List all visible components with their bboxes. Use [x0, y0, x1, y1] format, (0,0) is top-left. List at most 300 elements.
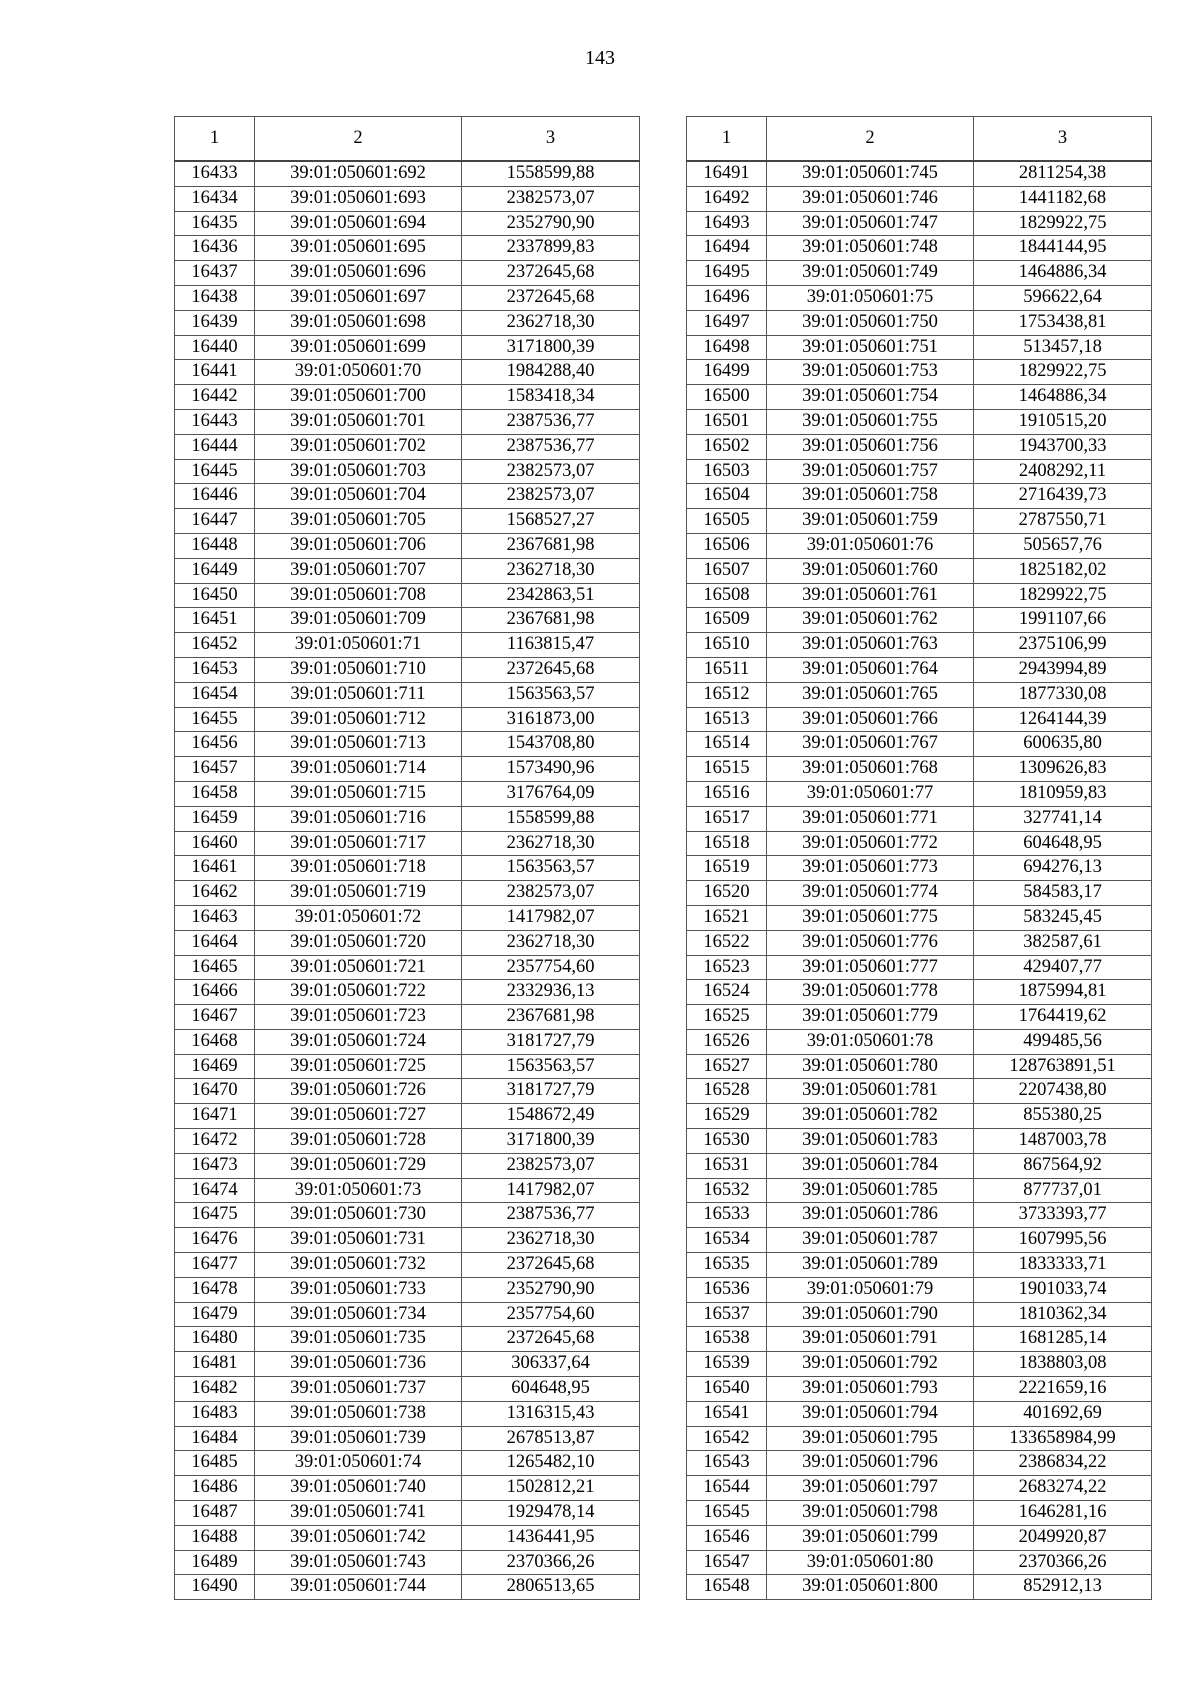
value-cell: 604648,95 [462, 1377, 640, 1402]
column-header-2: 2 [255, 117, 462, 162]
cadastral-number-cell: 39:01:050601:777 [767, 955, 974, 980]
table-row [175, 781, 640, 806]
cadastral-number-cell: 39:01:050601:722 [255, 980, 462, 1005]
cadastral-number-cell: 39:01:050601:721 [255, 955, 462, 980]
value-cell: 596622,64 [974, 285, 1152, 310]
row-number-cell: 16463 [175, 905, 255, 930]
value-cell: 1436441,95 [462, 1525, 640, 1550]
cadastral-number-cell: 39:01:050601:795 [767, 1426, 974, 1451]
row-number-cell: 16532 [687, 1178, 767, 1203]
value-cell: 3181727,79 [462, 1079, 640, 1104]
row-number-cell: 16433 [175, 161, 255, 186]
row-number-cell: 16545 [687, 1501, 767, 1526]
value-cell: 2372645,68 [462, 261, 640, 286]
value-cell: 327741,14 [974, 806, 1152, 831]
row-number-cell: 16475 [175, 1203, 255, 1228]
table-body [687, 161, 1152, 1600]
row-number-cell: 16541 [687, 1401, 767, 1426]
cadastral-number-cell: 39:01:050601:736 [255, 1352, 462, 1377]
value-cell: 2367681,98 [462, 608, 640, 633]
row-number-cell: 16527 [687, 1054, 767, 1079]
row-number-cell: 16533 [687, 1203, 767, 1228]
value-cell: 604648,95 [974, 831, 1152, 856]
row-number-cell: 16437 [175, 261, 255, 286]
table-row [687, 1203, 1152, 1228]
value-cell: 1573490,96 [462, 757, 640, 782]
value-cell: 2362718,30 [462, 558, 640, 583]
row-number-cell: 16543 [687, 1451, 767, 1476]
row-number-cell: 16455 [175, 707, 255, 732]
table-row [175, 310, 640, 335]
cadastral-number-cell: 39:01:050601:698 [255, 310, 462, 335]
value-cell: 1417982,07 [462, 905, 640, 930]
row-number-cell: 16514 [687, 732, 767, 757]
cadastral-number-cell: 39:01:050601:729 [255, 1153, 462, 1178]
cadastral-number-cell: 39:01:050601:72 [255, 905, 462, 930]
cadastral-number-cell: 39:01:050601:766 [767, 707, 974, 732]
table-row [175, 1029, 640, 1054]
cadastral-number-cell: 39:01:050601:780 [767, 1054, 974, 1079]
table-row [687, 1277, 1152, 1302]
value-cell: 2342863,51 [462, 583, 640, 608]
row-number-cell: 16520 [687, 881, 767, 906]
value-cell: 1464886,34 [974, 261, 1152, 286]
cadastral-number-cell: 39:01:050601:749 [767, 261, 974, 286]
value-cell: 2382573,07 [462, 459, 640, 484]
table-row [687, 707, 1152, 732]
row-number-cell: 16443 [175, 409, 255, 434]
row-number-cell: 16470 [175, 1079, 255, 1104]
cadastral-number-cell: 39:01:050601:764 [767, 657, 974, 682]
cadastral-number-cell: 39:01:050601:717 [255, 831, 462, 856]
cadastral-number-cell: 39:01:050601:745 [767, 161, 974, 186]
table-row [687, 682, 1152, 707]
table-row [687, 1525, 1152, 1550]
value-cell: 2387536,77 [462, 409, 640, 434]
row-number-cell: 16485 [175, 1451, 255, 1476]
cadastral-number-cell: 39:01:050601:696 [255, 261, 462, 286]
cadastral-number-cell: 39:01:050601:744 [255, 1575, 462, 1600]
column-header-3: 3 [974, 117, 1152, 162]
table-row [687, 856, 1152, 881]
value-cell: 2337899,83 [462, 236, 640, 261]
value-cell: 877737,01 [974, 1178, 1152, 1203]
value-cell: 1833333,71 [974, 1253, 1152, 1278]
row-number-cell: 16447 [175, 509, 255, 534]
table-row [687, 310, 1152, 335]
value-cell: 2716439,73 [974, 484, 1152, 509]
value-cell: 2375106,99 [974, 633, 1152, 658]
table-row [687, 1327, 1152, 1352]
table-row [175, 1451, 640, 1476]
row-number-cell: 16516 [687, 781, 767, 806]
table-row [175, 434, 640, 459]
row-number-cell: 16547 [687, 1550, 767, 1575]
row-number-cell: 16546 [687, 1525, 767, 1550]
cadastral-number-cell: 39:01:050601:776 [767, 930, 974, 955]
table-row [687, 1129, 1152, 1154]
cadastral-number-cell: 39:01:050601:798 [767, 1501, 974, 1526]
cadastral-number-cell: 39:01:050601:699 [255, 335, 462, 360]
table-row [687, 385, 1152, 410]
row-number-cell: 16468 [175, 1029, 255, 1054]
value-cell: 2683274,22 [974, 1476, 1152, 1501]
value-cell: 2332936,13 [462, 980, 640, 1005]
value-cell: 2811254,38 [974, 161, 1152, 186]
value-cell: 2207438,80 [974, 1079, 1152, 1104]
table-row [175, 1476, 640, 1501]
table-row [687, 211, 1152, 236]
value-cell: 1309626,83 [974, 757, 1152, 782]
value-cell: 1810959,83 [974, 781, 1152, 806]
table-row [687, 360, 1152, 385]
cadastral-number-cell: 39:01:050601:797 [767, 1476, 974, 1501]
table-row [175, 633, 640, 658]
cadastral-number-cell: 39:01:050601:762 [767, 608, 974, 633]
row-number-cell: 16487 [175, 1501, 255, 1526]
cadastral-number-cell: 39:01:050601:75 [767, 285, 974, 310]
cadastral-number-cell: 39:01:050601:71 [255, 633, 462, 658]
table-row [687, 905, 1152, 930]
cadastral-number-cell: 39:01:050601:718 [255, 856, 462, 881]
cadastral-number-cell: 39:01:050601:757 [767, 459, 974, 484]
value-cell: 1829922,75 [974, 583, 1152, 608]
table-row [687, 1501, 1152, 1526]
row-number-cell: 16466 [175, 980, 255, 1005]
row-number-cell: 16452 [175, 633, 255, 658]
row-number-cell: 16450 [175, 583, 255, 608]
value-cell: 2372645,68 [462, 1253, 640, 1278]
row-number-cell: 16539 [687, 1352, 767, 1377]
row-number-cell: 16477 [175, 1253, 255, 1278]
cadastral-number-cell: 39:01:050601:751 [767, 335, 974, 360]
cadastral-number-cell: 39:01:050601:692 [255, 161, 462, 186]
cadastral-number-cell: 39:01:050601:709 [255, 608, 462, 633]
column-header-1: 1 [687, 117, 767, 162]
row-number-cell: 16436 [175, 236, 255, 261]
row-number-cell: 16528 [687, 1079, 767, 1104]
cadastral-number-cell: 39:01:050601:760 [767, 558, 974, 583]
cadastral-number-cell: 39:01:050601:772 [767, 831, 974, 856]
row-number-cell: 16479 [175, 1302, 255, 1327]
row-number-cell: 16453 [175, 657, 255, 682]
table-row [687, 161, 1152, 186]
row-number-cell: 16438 [175, 285, 255, 310]
row-number-cell: 16434 [175, 186, 255, 211]
row-number-cell: 16441 [175, 360, 255, 385]
value-cell: 2943994,89 [974, 657, 1152, 682]
cadastral-number-cell: 39:01:050601:725 [255, 1054, 462, 1079]
cadastral-number-cell: 39:01:050601:73 [255, 1178, 462, 1203]
value-cell: 3176764,09 [462, 781, 640, 806]
row-number-cell: 16480 [175, 1327, 255, 1352]
cadastral-number-cell: 39:01:050601:740 [255, 1476, 462, 1501]
cadastral-number-cell: 39:01:050601:727 [255, 1104, 462, 1129]
row-number-cell: 16474 [175, 1178, 255, 1203]
value-cell: 2362718,30 [462, 310, 640, 335]
cadastral-number-cell: 39:01:050601:748 [767, 236, 974, 261]
table-row [687, 509, 1152, 534]
value-cell: 852912,13 [974, 1575, 1152, 1600]
table-row [687, 1401, 1152, 1426]
table-row [175, 831, 640, 856]
table-row [687, 608, 1152, 633]
value-cell: 499485,56 [974, 1029, 1152, 1054]
value-cell: 1844144,95 [974, 236, 1152, 261]
value-cell: 2387536,77 [462, 1203, 640, 1228]
row-number-cell: 16492 [687, 186, 767, 211]
cadastral-number-cell: 39:01:050601:775 [767, 905, 974, 930]
cadastral-number-cell: 39:01:050601:728 [255, 1129, 462, 1154]
table-row [175, 955, 640, 980]
row-number-cell: 16538 [687, 1327, 767, 1352]
table-row [175, 385, 640, 410]
value-cell: 1829922,75 [974, 211, 1152, 236]
cadastral-number-cell: 39:01:050601:790 [767, 1302, 974, 1327]
table-row [687, 757, 1152, 782]
value-cell: 1875994,81 [974, 980, 1152, 1005]
page-number: 143 [585, 47, 615, 69]
row-number-cell: 16540 [687, 1377, 767, 1402]
row-number-cell: 16445 [175, 459, 255, 484]
value-cell: 1646281,16 [974, 1501, 1152, 1526]
cadastral-number-cell: 39:01:050601:708 [255, 583, 462, 608]
row-number-cell: 16491 [687, 161, 767, 186]
table-row [687, 1104, 1152, 1129]
value-cell: 1502812,21 [462, 1476, 640, 1501]
value-cell: 1558599,88 [462, 161, 640, 186]
value-cell: 1929478,14 [462, 1501, 640, 1526]
value-cell: 3733393,77 [974, 1203, 1152, 1228]
row-number-cell: 16522 [687, 930, 767, 955]
row-number-cell: 16521 [687, 905, 767, 930]
value-cell: 1464886,34 [974, 385, 1152, 410]
table-row [687, 633, 1152, 658]
cadastral-number-cell: 39:01:050601:785 [767, 1178, 974, 1203]
cadastral-number-cell: 39:01:050601:716 [255, 806, 462, 831]
table-row [175, 285, 640, 310]
cadastral-number-cell: 39:01:050601:747 [767, 211, 974, 236]
table-row [687, 1029, 1152, 1054]
value-cell: 1943700,33 [974, 434, 1152, 459]
table-row [687, 1253, 1152, 1278]
cadastral-number-cell: 39:01:050601:743 [255, 1550, 462, 1575]
cadastral-number-cell: 39:01:050601:768 [767, 757, 974, 782]
cadastral-number-cell: 39:01:050601:782 [767, 1104, 974, 1129]
cadastral-number-cell: 39:01:050601:758 [767, 484, 974, 509]
cadastral-number-cell: 39:01:050601:705 [255, 509, 462, 534]
value-cell: 1487003,78 [974, 1129, 1152, 1154]
cadastral-number-cell: 39:01:050601:695 [255, 236, 462, 261]
row-number-cell: 16498 [687, 335, 767, 360]
row-number-cell: 16509 [687, 608, 767, 633]
cadastral-number-cell: 39:01:050601:712 [255, 707, 462, 732]
row-number-cell: 16456 [175, 732, 255, 757]
row-number-cell: 16495 [687, 261, 767, 286]
table-row [175, 1501, 640, 1526]
cadastral-number-cell: 39:01:050601:754 [767, 385, 974, 410]
value-cell: 1825182,02 [974, 558, 1152, 583]
value-cell: 3161873,00 [462, 707, 640, 732]
value-cell: 1583418,34 [462, 385, 640, 410]
table-row [687, 806, 1152, 831]
value-cell: 1764419,62 [974, 1005, 1152, 1030]
row-number-cell: 16458 [175, 781, 255, 806]
cadastral-number-cell: 39:01:050601:713 [255, 732, 462, 757]
table-row [175, 583, 640, 608]
table-right [686, 116, 1152, 1600]
table-row [687, 781, 1152, 806]
table-row [687, 1377, 1152, 1402]
table-row [687, 1054, 1152, 1079]
row-number-cell: 16529 [687, 1104, 767, 1129]
row-number-cell: 16548 [687, 1575, 767, 1600]
row-number-cell: 16542 [687, 1426, 767, 1451]
row-number-cell: 16444 [175, 434, 255, 459]
table-row [175, 509, 640, 534]
table-row [175, 1525, 640, 1550]
cadastral-number-cell: 39:01:050601:733 [255, 1277, 462, 1302]
cadastral-number-cell: 39:01:050601:767 [767, 732, 974, 757]
row-number-cell: 16517 [687, 806, 767, 831]
table-header-row [175, 117, 640, 162]
table-row [687, 980, 1152, 1005]
table-row [687, 881, 1152, 906]
cadastral-number-cell: 39:01:050601:78 [767, 1029, 974, 1054]
table-row [175, 608, 640, 633]
value-cell: 505657,76 [974, 533, 1152, 558]
row-number-cell: 16457 [175, 757, 255, 782]
row-number-cell: 16484 [175, 1426, 255, 1451]
cadastral-number-cell: 39:01:050601:731 [255, 1228, 462, 1253]
column-header-2: 2 [767, 117, 974, 162]
table-row [687, 657, 1152, 682]
table-row [175, 1005, 640, 1030]
table-row [687, 409, 1152, 434]
cadastral-number-cell: 39:01:050601:759 [767, 509, 974, 534]
row-number-cell: 16519 [687, 856, 767, 881]
value-cell: 2372645,68 [462, 1327, 640, 1352]
cadastral-number-cell: 39:01:050601:76 [767, 533, 974, 558]
row-number-cell: 16469 [175, 1054, 255, 1079]
table-row [175, 1401, 640, 1426]
value-cell: 2357754,60 [462, 1302, 640, 1327]
value-cell: 2352790,90 [462, 211, 640, 236]
table-row [175, 1104, 640, 1129]
table-row [175, 757, 640, 782]
value-cell: 2352790,90 [462, 1277, 640, 1302]
cadastral-number-cell: 39:01:050601:697 [255, 285, 462, 310]
cadastral-number-cell: 39:01:050601:694 [255, 211, 462, 236]
value-cell: 1877330,08 [974, 682, 1152, 707]
row-number-cell: 16476 [175, 1228, 255, 1253]
table-row [687, 1575, 1152, 1600]
row-number-cell: 16503 [687, 459, 767, 484]
cadastral-number-cell: 39:01:050601:710 [255, 657, 462, 682]
table-row [175, 335, 640, 360]
table-row [175, 1377, 640, 1402]
row-number-cell: 16446 [175, 484, 255, 509]
row-number-cell: 16465 [175, 955, 255, 980]
value-cell: 1543708,80 [462, 732, 640, 757]
row-number-cell: 16472 [175, 1129, 255, 1154]
row-number-cell: 16499 [687, 360, 767, 385]
table-row [687, 1302, 1152, 1327]
cadastral-number-cell: 39:01:050601:711 [255, 682, 462, 707]
row-number-cell: 16481 [175, 1352, 255, 1377]
table-row [687, 1005, 1152, 1030]
table-row [687, 261, 1152, 286]
row-number-cell: 16494 [687, 236, 767, 261]
table-row [175, 1129, 640, 1154]
cadastral-number-cell: 39:01:050601:761 [767, 583, 974, 608]
row-number-cell: 16518 [687, 831, 767, 856]
value-cell: 2049920,87 [974, 1525, 1152, 1550]
value-cell: 1681285,14 [974, 1327, 1152, 1352]
row-number-cell: 16482 [175, 1377, 255, 1402]
row-number-cell: 16478 [175, 1277, 255, 1302]
cadastral-number-cell: 39:01:050601:787 [767, 1228, 974, 1253]
row-number-cell: 16488 [175, 1525, 255, 1550]
value-cell: 2367681,98 [462, 533, 640, 558]
cadastral-number-cell: 39:01:050601:783 [767, 1129, 974, 1154]
table-row [175, 707, 640, 732]
column-header-1: 1 [175, 117, 255, 162]
value-cell: 1563563,57 [462, 1054, 640, 1079]
value-cell: 2362718,30 [462, 930, 640, 955]
cadastral-number-cell: 39:01:050601:774 [767, 881, 974, 906]
table-row [687, 533, 1152, 558]
value-cell: 1810362,34 [974, 1302, 1152, 1327]
row-number-cell: 16544 [687, 1476, 767, 1501]
row-number-cell: 16471 [175, 1104, 255, 1129]
column-header-3: 3 [462, 117, 640, 162]
value-cell: 128763891,51 [974, 1054, 1152, 1079]
cadastral-number-cell: 39:01:050601:738 [255, 1401, 462, 1426]
value-cell: 2382573,07 [462, 186, 640, 211]
cadastral-number-cell: 39:01:050601:701 [255, 409, 462, 434]
row-number-cell: 16461 [175, 856, 255, 881]
cadastral-number-cell: 39:01:050601:706 [255, 533, 462, 558]
row-number-cell: 16497 [687, 310, 767, 335]
value-cell: 429407,77 [974, 955, 1152, 980]
table-row [175, 1426, 640, 1451]
row-number-cell: 16510 [687, 633, 767, 658]
row-number-cell: 16489 [175, 1550, 255, 1575]
cadastral-number-cell: 39:01:050601:693 [255, 186, 462, 211]
cadastral-number-cell: 39:01:050601:742 [255, 1525, 462, 1550]
cadastral-number-cell: 39:01:050601:753 [767, 360, 974, 385]
cadastral-number-cell: 39:01:050601:779 [767, 1005, 974, 1030]
value-cell: 513457,18 [974, 335, 1152, 360]
value-cell: 584583,17 [974, 881, 1152, 906]
row-number-cell: 16525 [687, 1005, 767, 1030]
table-row [175, 211, 640, 236]
table-row [687, 930, 1152, 955]
cadastral-number-cell: 39:01:050601:70 [255, 360, 462, 385]
row-number-cell: 16464 [175, 930, 255, 955]
row-number-cell: 16502 [687, 434, 767, 459]
value-cell: 1984288,40 [462, 360, 640, 385]
value-cell: 1910515,20 [974, 409, 1152, 434]
value-cell: 3171800,39 [462, 1129, 640, 1154]
row-number-cell: 16493 [687, 211, 767, 236]
table-row [175, 1203, 640, 1228]
table-row [687, 459, 1152, 484]
row-number-cell: 16531 [687, 1153, 767, 1178]
table-row [175, 905, 640, 930]
value-cell: 1265482,10 [462, 1451, 640, 1476]
